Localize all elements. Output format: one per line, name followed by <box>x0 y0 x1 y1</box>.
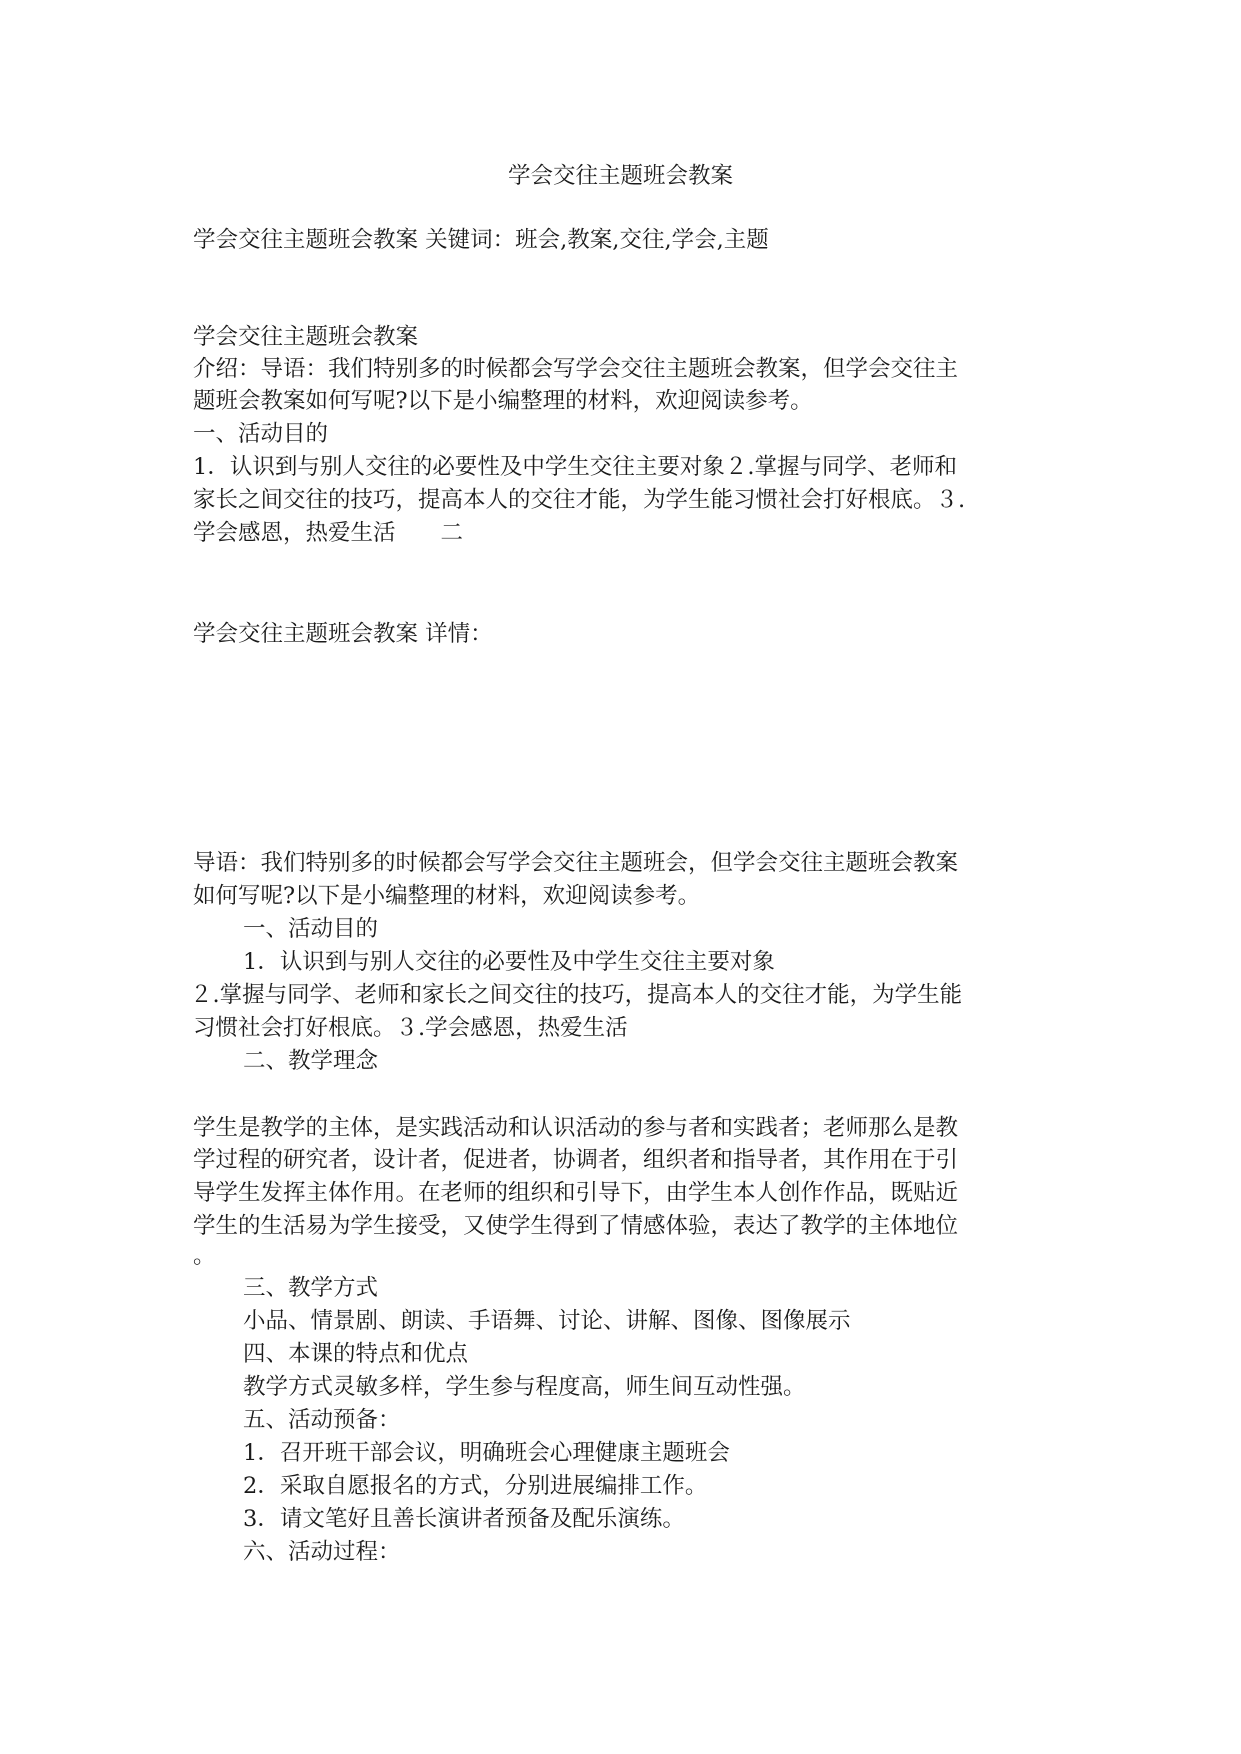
section-heading: 二、教学理念 <box>243 1048 379 1074</box>
summary-goal-heading: 一、活动目的 <box>193 421 329 447</box>
section-heading: 六、活动过程： <box>243 1539 401 1565</box>
list-item: 2．采取自愿报名的方式，分别进展编排工作。 <box>243 1473 708 1499</box>
list-item: 1．召开班干部会议，明确班会心理健康主题班会 <box>243 1440 730 1466</box>
document-title: 学会交往主题班会教案 <box>507 163 733 189</box>
section-heading: 四、本课的特点和优点 <box>243 1341 469 1367</box>
section-heading: 一、活动目的 <box>243 916 379 942</box>
list-item: 3．请文笔好且善长演讲者预备及配乐演练。 <box>243 1506 685 1532</box>
list-item: 习惯社会打好根底。３.学会感恩，热爱生活 <box>193 1015 628 1041</box>
section-text: 教学方式灵敏多样，学生参与程度高，师生间互动性强。 <box>243 1374 806 1400</box>
body-paragraph-line: 学过程的研究者，设计者，促进者，协调者，组织者和指导者，其作用在于引 <box>193 1147 959 1173</box>
list-item: ２.掌握与同学、老师和家长之间交往的技巧，提高本人的交往才能，为学生能 <box>190 982 963 1008</box>
list-item: 1．认识到与别人交往的必要性及中学生交往主要对象 <box>243 949 775 975</box>
summary-goal-line: 1．认识到与别人交往的必要性及中学生交往主要对象２.掌握与同学、老师和 <box>193 454 957 480</box>
summary-goal-line: 学会感恩，热爱生活 二 <box>193 520 464 546</box>
summary-intro-line: 题班会教案如何写呢?以下是小编整理的材料，欢迎阅读参考。 <box>193 388 813 414</box>
section-text: 小品、情景剧、朗读、手语舞、讨论、讲解、图像、图像展示 <box>243 1308 851 1334</box>
summary-goal-line: 家长之间交往的技巧，提高本人的交往才能，为学生能习惯社会打好根底。３. <box>193 487 966 513</box>
summary-intro-line: 介绍：导语：我们特别多的时候都会写学会交往主题班会教案，但学会交往主 <box>193 356 959 382</box>
details-label: 学会交往主题班会教案 详情： <box>193 621 493 647</box>
body-paragraph-line: 。 <box>193 1243 216 1269</box>
body-paragraph-line: 学生的生活易为学生接受，又使学生得到了情感体验，表达了教学的主体地位 <box>193 1213 959 1239</box>
body-paragraph-line: 导学生发挥主体作用。在老师的组织和引导下，由学生本人创作作品，既贴近 <box>193 1180 959 1206</box>
keywords-line: 学会交往主题班会教案 关键词：班会,教案,交往,学会,主题 <box>193 227 769 253</box>
body-paragraph-line: 学生是教学的主体，是实践活动和认识活动的参与者和实践者；老师那么是教 <box>193 1115 959 1141</box>
section-heading: 三、教学方式 <box>243 1275 379 1301</box>
body-paragraph-line: 如何写呢?以下是小编整理的材料，欢迎阅读参考。 <box>193 883 701 909</box>
body-paragraph-line: 导语：我们特别多的时候都会写学会交往主题班会，但学会交往主题班会教案 <box>193 850 959 876</box>
section-heading: 五、活动预备： <box>243 1407 401 1433</box>
summary-heading: 学会交往主题班会教案 <box>193 324 419 350</box>
